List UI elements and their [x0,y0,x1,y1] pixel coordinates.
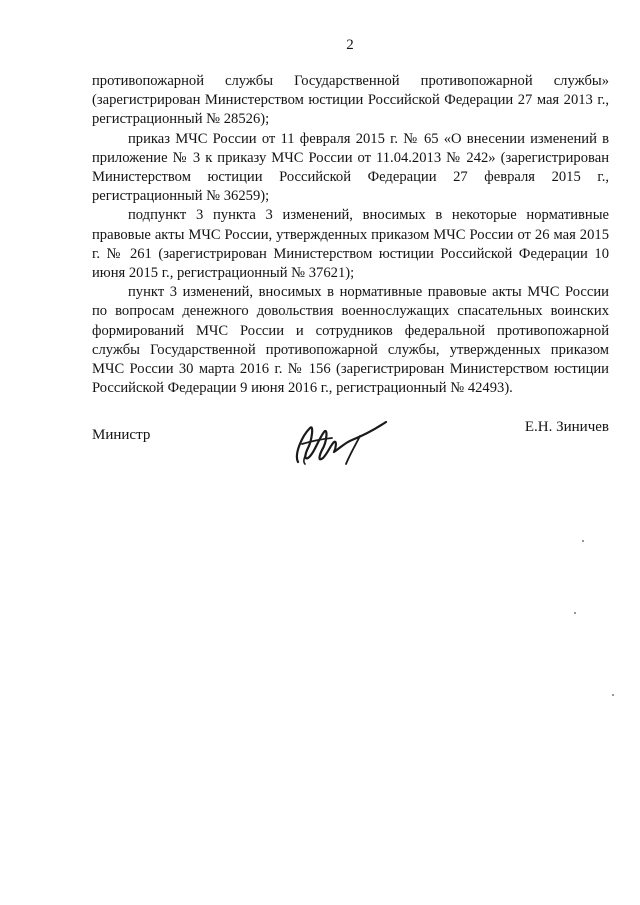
signature-block [92,410,609,480]
document-body [92,72,609,398]
signatory-position: Министр [92,427,151,443]
scan-speck [582,540,584,542]
paragraph-order-65: приказ МЧС России от 11 февраля 2015 г. № 65 «О внесении изменений в приложение № 3 к приказу МЧС России от 11.04.2013 № 242» (зарегистрирован Министерством юстиции Российской Федерации 27 февраля 2015 г., регистрационный № 36259); [92,130,609,205]
scan-speck [574,612,576,614]
handwritten-signature [290,414,400,470]
scan-speck [612,694,614,696]
signatory-name: Е.Н. Зиничев [524,419,609,435]
page-number: 2 [346,37,354,53]
paragraph-continuation: противопожарной службы Государственной противопожарной службы» (зарегистрирован Министерством юстиции Российской Федерации 27 мая 2013 г., регистрационный № 28526); [92,73,609,128]
paragraph-order-156: пункт 3 изменений, вносимых в нормативные правовые акты МЧС России по вопросам денежного довольствия военнослужащих спасательных воинских формирований МЧС России и сотрудников федеральной противопожарной службы Государственной противопожарной службы, утвержденных приказом МЧС России 30 марта 2016 г. № 156 (зарегистрирован Министерством юстиции Российской Федерации 9 июня 2016 г., регистрационный № 42493). [92,284,609,397]
paragraph-order-261: подпункт 3 пункта 3 изменений, вносимых в некоторые нормативные правовые акты МЧС России, утвержденных приказом МЧС России от 26 мая 2015 г. № 261 (зарегистрирован Министерством юстиции Российской Федерации 10 июня 2015 г., регистрационный № 37621); [92,207,609,282]
